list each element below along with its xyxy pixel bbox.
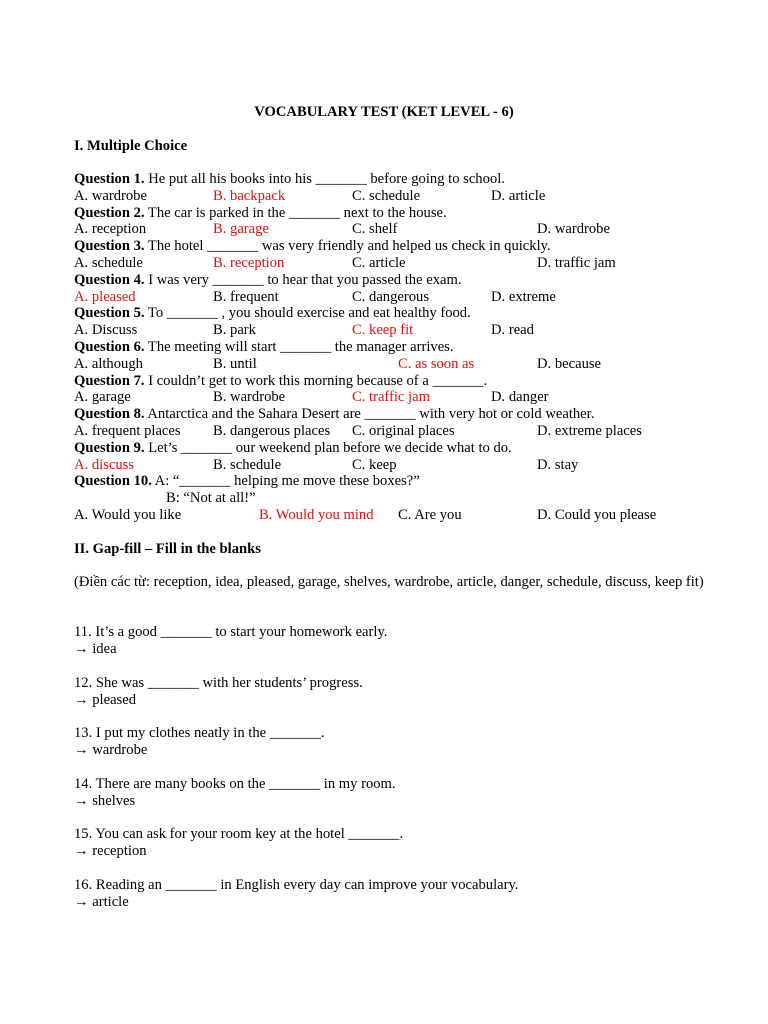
gap-fill-sentence: 16. Reading an _______ in English every day can improve your vocabulary. bbox=[74, 877, 519, 893]
gap-fill-sentence: 13. I put my clothes neatly in the _______. bbox=[74, 725, 325, 741]
section-heading-gap-fill: II. Gap-fill – Fill in the blanks bbox=[74, 541, 261, 557]
option-a: A. garage bbox=[74, 389, 131, 406]
question-text: The car is parked in the _______ next to the house. bbox=[144, 204, 447, 221]
options-line bbox=[74, 188, 714, 205]
gap-fill-sentence: 11. It’s a good _______ to start your homework early. bbox=[74, 624, 388, 640]
option-a: A. pleased bbox=[74, 288, 136, 305]
option-a: A. wardrobe bbox=[74, 187, 147, 204]
gap-fill-item bbox=[74, 877, 714, 911]
gap-fill-sentence: 14. There are many books on the _______ in my room. bbox=[74, 776, 396, 792]
options-line bbox=[74, 457, 714, 474]
option-d: D. extreme bbox=[491, 288, 556, 305]
question-line bbox=[74, 373, 714, 390]
option-d: D. article bbox=[491, 187, 546, 204]
gap-fill-item bbox=[74, 624, 714, 658]
gap-fill-answer: → wardrobe bbox=[74, 741, 148, 758]
option-c: C. traffic jam bbox=[352, 389, 430, 406]
option-c: C. schedule bbox=[352, 187, 421, 204]
options-line bbox=[74, 255, 714, 272]
option-d: D. wardrobe bbox=[537, 221, 610, 238]
question-text: A: “_______ helping me move these boxes?” bbox=[151, 473, 420, 490]
question-line bbox=[74, 238, 714, 255]
question-text: He put all his books into his _______ before going to school. bbox=[144, 171, 505, 187]
dialogue-line bbox=[74, 490, 714, 507]
option-d: D. Could you please bbox=[537, 506, 657, 523]
option-a: A. schedule bbox=[74, 254, 143, 271]
options-line bbox=[74, 389, 714, 406]
question-text: I couldn’t get to work this morning because of a _______. bbox=[144, 372, 488, 389]
question-label: Question 8. bbox=[74, 406, 145, 423]
question-line bbox=[74, 473, 714, 490]
option-b: B. frequent bbox=[213, 288, 279, 305]
gap-fill-answer: → shelves bbox=[74, 792, 136, 809]
option-c: C. dangerous bbox=[352, 288, 430, 305]
gap-fill-item bbox=[74, 675, 714, 709]
options-line bbox=[74, 423, 714, 440]
question-label: Question 4. bbox=[74, 271, 145, 288]
option-b: B. schedule bbox=[213, 456, 282, 473]
question-label: Question 9. bbox=[74, 439, 145, 456]
question-label: Question 1. bbox=[74, 171, 145, 187]
question-text: The meeting will start _______ the manager arrives. bbox=[144, 338, 454, 355]
option-a: A. reception bbox=[74, 221, 147, 238]
gap-fill-sentence: 15. You can ask for your room key at the hotel _______. bbox=[74, 826, 404, 842]
option-a: A. Would you like bbox=[74, 506, 182, 523]
gap-fill-sentence: 12. She was _______ with her students’ progress. bbox=[74, 675, 363, 691]
multiple-choice-list bbox=[74, 171, 714, 524]
gap-fill-item bbox=[74, 725, 714, 759]
option-d: D. danger bbox=[491, 389, 549, 406]
option-c: C. original places bbox=[352, 422, 455, 439]
section-heading-multiple-choice: I. Multiple Choice bbox=[74, 138, 188, 154]
question-line bbox=[74, 339, 714, 356]
question-line bbox=[74, 171, 714, 188]
option-d: D. stay bbox=[537, 456, 579, 473]
question-line bbox=[74, 406, 714, 423]
gap-fill-instruction: (Điền các từ: reception, idea, pleased, garage, shelves, wardrobe, article, danger, schedule, discuss, keep fit) bbox=[74, 574, 704, 590]
question-text: Antarctica and the Sahara Desert are _______ with very hot or cold weather. bbox=[144, 406, 595, 423]
options-line bbox=[74, 289, 714, 306]
question-line bbox=[74, 305, 714, 322]
question-text: To _______ , you should exercise and eat healthy food. bbox=[144, 305, 471, 322]
gap-fill-item bbox=[74, 826, 714, 860]
question-label: Question 6. bbox=[74, 338, 145, 355]
option-c: C. shelf bbox=[352, 221, 398, 238]
option-b: B. park bbox=[213, 322, 256, 339]
question-line bbox=[74, 272, 714, 289]
question-label: Question 3. bbox=[74, 238, 145, 255]
page-title: VOCABULARY TEST (KET LEVEL - 6) bbox=[254, 104, 514, 120]
question-line bbox=[74, 205, 714, 222]
option-b: B. Would you mind bbox=[259, 506, 374, 523]
dialogue-reply: B: “Not at all!” bbox=[166, 490, 256, 507]
gap-fill-answer: → idea bbox=[74, 640, 117, 657]
options-line bbox=[74, 221, 714, 238]
question-label: Question 5. bbox=[74, 305, 145, 322]
option-b: B. dangerous places bbox=[213, 422, 331, 439]
question-text: The hotel _______ was very friendly and helped us check in quickly. bbox=[144, 238, 551, 255]
question-label: Question 2. bbox=[74, 204, 145, 221]
option-a: A. although bbox=[74, 355, 143, 372]
question-line bbox=[74, 440, 714, 457]
question-label: Question 10. bbox=[74, 473, 152, 490]
gap-fill-item bbox=[74, 776, 714, 810]
gap-fill-answer: → reception bbox=[74, 842, 147, 859]
options-line bbox=[74, 507, 714, 524]
options-line bbox=[74, 322, 714, 339]
option-b: B. wardrobe bbox=[213, 389, 286, 406]
option-b: B. until bbox=[213, 355, 257, 372]
gap-fill-answer: → pleased bbox=[74, 691, 137, 708]
option-a: A. Discuss bbox=[74, 322, 138, 339]
option-d: D. extreme places bbox=[537, 422, 642, 439]
option-b: B. garage bbox=[213, 221, 269, 238]
option-a: A. frequent places bbox=[74, 422, 181, 439]
option-d: D. because bbox=[537, 355, 602, 372]
option-d: D. traffic jam bbox=[537, 254, 616, 271]
option-d: D. read bbox=[491, 322, 534, 339]
option-c: C. keep fit bbox=[352, 322, 414, 339]
option-c: C. as soon as bbox=[398, 355, 475, 372]
option-c: C. article bbox=[352, 254, 406, 271]
question-text: Let’s _______ our weekend plan before we decide what to do. bbox=[144, 439, 512, 456]
option-b: B. reception bbox=[213, 254, 285, 271]
option-b: B. backpack bbox=[213, 187, 286, 204]
option-c: C. keep bbox=[352, 456, 397, 473]
gap-fill-answer: → article bbox=[74, 893, 129, 910]
question-text: I was very _______ to hear that you passed the exam. bbox=[144, 271, 462, 288]
option-a: A. discuss bbox=[74, 456, 134, 473]
options-line bbox=[74, 356, 714, 373]
question-label: Question 7. bbox=[74, 372, 145, 389]
option-c: C. Are you bbox=[398, 506, 462, 523]
